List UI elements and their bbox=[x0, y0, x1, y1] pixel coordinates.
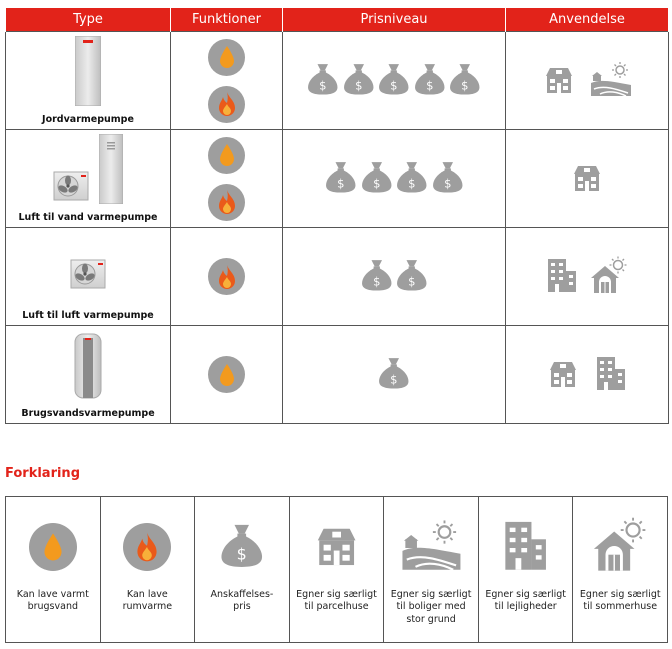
legend-label: Egner sig særligt til boliger med stor grund bbox=[390, 589, 472, 625]
legend bbox=[5, 496, 668, 643]
legend-label: Kan lave rumvarme bbox=[122, 589, 173, 613]
svg-text:$: $ bbox=[236, 544, 248, 564]
svg-text:$: $ bbox=[372, 273, 380, 288]
type-name: Brugsvandsvarmepumpe bbox=[21, 408, 155, 419]
flame-icon bbox=[208, 184, 245, 221]
svg-text:$: $ bbox=[390, 371, 398, 386]
header-functions: Funktioner bbox=[171, 8, 283, 32]
water-drop-icon bbox=[208, 137, 245, 174]
money-bag-icon bbox=[414, 62, 446, 100]
water-heater-icon bbox=[73, 332, 103, 404]
money-bag-icon bbox=[220, 522, 264, 572]
outdoor-unit-icon bbox=[53, 168, 89, 208]
type-name: Jordvarmepumpe bbox=[42, 114, 134, 125]
ground-heat-pump-icon bbox=[75, 36, 101, 110]
svg-text:$: $ bbox=[408, 175, 416, 190]
legend-label: Egner sig særligt til parcelhuse bbox=[296, 589, 377, 613]
apartment-icon bbox=[545, 257, 579, 297]
comparison-table bbox=[5, 8, 669, 424]
legend-item-heat bbox=[101, 497, 196, 642]
money-bag-icon bbox=[343, 62, 375, 100]
flame-icon bbox=[208, 258, 245, 295]
house-icon bbox=[546, 358, 580, 392]
land-icon bbox=[590, 61, 632, 101]
svg-text:$: $ bbox=[443, 175, 451, 190]
money-bag-icon bbox=[361, 258, 393, 296]
legend-title: Forklaring bbox=[5, 466, 80, 481]
type-name: Luft til vand varmepumpe bbox=[18, 212, 158, 223]
flame-icon bbox=[208, 86, 245, 123]
svg-text:$: $ bbox=[408, 273, 416, 288]
table-row bbox=[6, 326, 669, 424]
money-bag-icon bbox=[378, 62, 410, 100]
land-icon bbox=[401, 519, 462, 575]
summerhouse-icon bbox=[589, 256, 629, 298]
header-price: Prisniveau bbox=[283, 8, 506, 32]
money-bag-icon bbox=[307, 62, 339, 100]
table-row bbox=[6, 130, 669, 228]
header-usage: Anvendelse bbox=[506, 8, 669, 32]
svg-text:$: $ bbox=[390, 77, 398, 92]
house-icon bbox=[312, 523, 361, 571]
water-drop-icon bbox=[208, 39, 245, 76]
table-row bbox=[6, 228, 669, 326]
svg-text:$: $ bbox=[337, 175, 345, 190]
type-name: Luft til luft varmepumpe bbox=[22, 310, 154, 321]
table-row bbox=[6, 32, 669, 130]
money-bag-icon bbox=[449, 62, 481, 100]
legend-item-price bbox=[195, 497, 290, 642]
price-level bbox=[283, 356, 505, 394]
legend-item-house bbox=[290, 497, 385, 642]
money-bag-icon bbox=[325, 160, 357, 198]
legend-label: Anskaffelses- pris bbox=[210, 589, 274, 613]
legend-label: Egner sig særligt til lejligheder bbox=[485, 589, 567, 613]
legend-item-summerhouse bbox=[573, 497, 667, 642]
house-icon bbox=[542, 64, 576, 98]
svg-text:$: $ bbox=[425, 77, 434, 92]
svg-text:$: $ bbox=[372, 175, 380, 190]
water-drop-icon bbox=[208, 356, 245, 393]
money-bag-icon bbox=[396, 160, 428, 198]
apartment-icon bbox=[501, 519, 550, 575]
header-type: Type bbox=[6, 8, 171, 32]
svg-text:$: $ bbox=[354, 77, 363, 92]
water-drop-icon bbox=[29, 523, 77, 571]
svg-text:$: $ bbox=[461, 77, 469, 92]
legend-item-apartment bbox=[479, 497, 574, 642]
house-icon bbox=[570, 162, 604, 196]
price-level bbox=[283, 62, 505, 100]
apartment-icon bbox=[594, 355, 628, 395]
money-bag-icon bbox=[432, 160, 464, 198]
price-level bbox=[283, 258, 505, 296]
legend-label: Egner sig særligt til sommerhuse bbox=[579, 589, 661, 613]
outdoor-unit-icon bbox=[70, 256, 106, 296]
money-bag-icon bbox=[378, 356, 410, 394]
legend-item-water bbox=[6, 497, 101, 642]
summerhouse-icon bbox=[591, 517, 649, 576]
price-level bbox=[283, 160, 505, 198]
flame-icon bbox=[123, 523, 171, 571]
money-bag-icon bbox=[396, 258, 428, 296]
indoor-unit-icon bbox=[99, 134, 123, 208]
legend-item-land bbox=[384, 497, 479, 642]
money-bag-icon bbox=[361, 160, 393, 198]
svg-text:$: $ bbox=[319, 77, 327, 92]
legend-label: Kan lave varmt brugsvand bbox=[16, 589, 89, 613]
